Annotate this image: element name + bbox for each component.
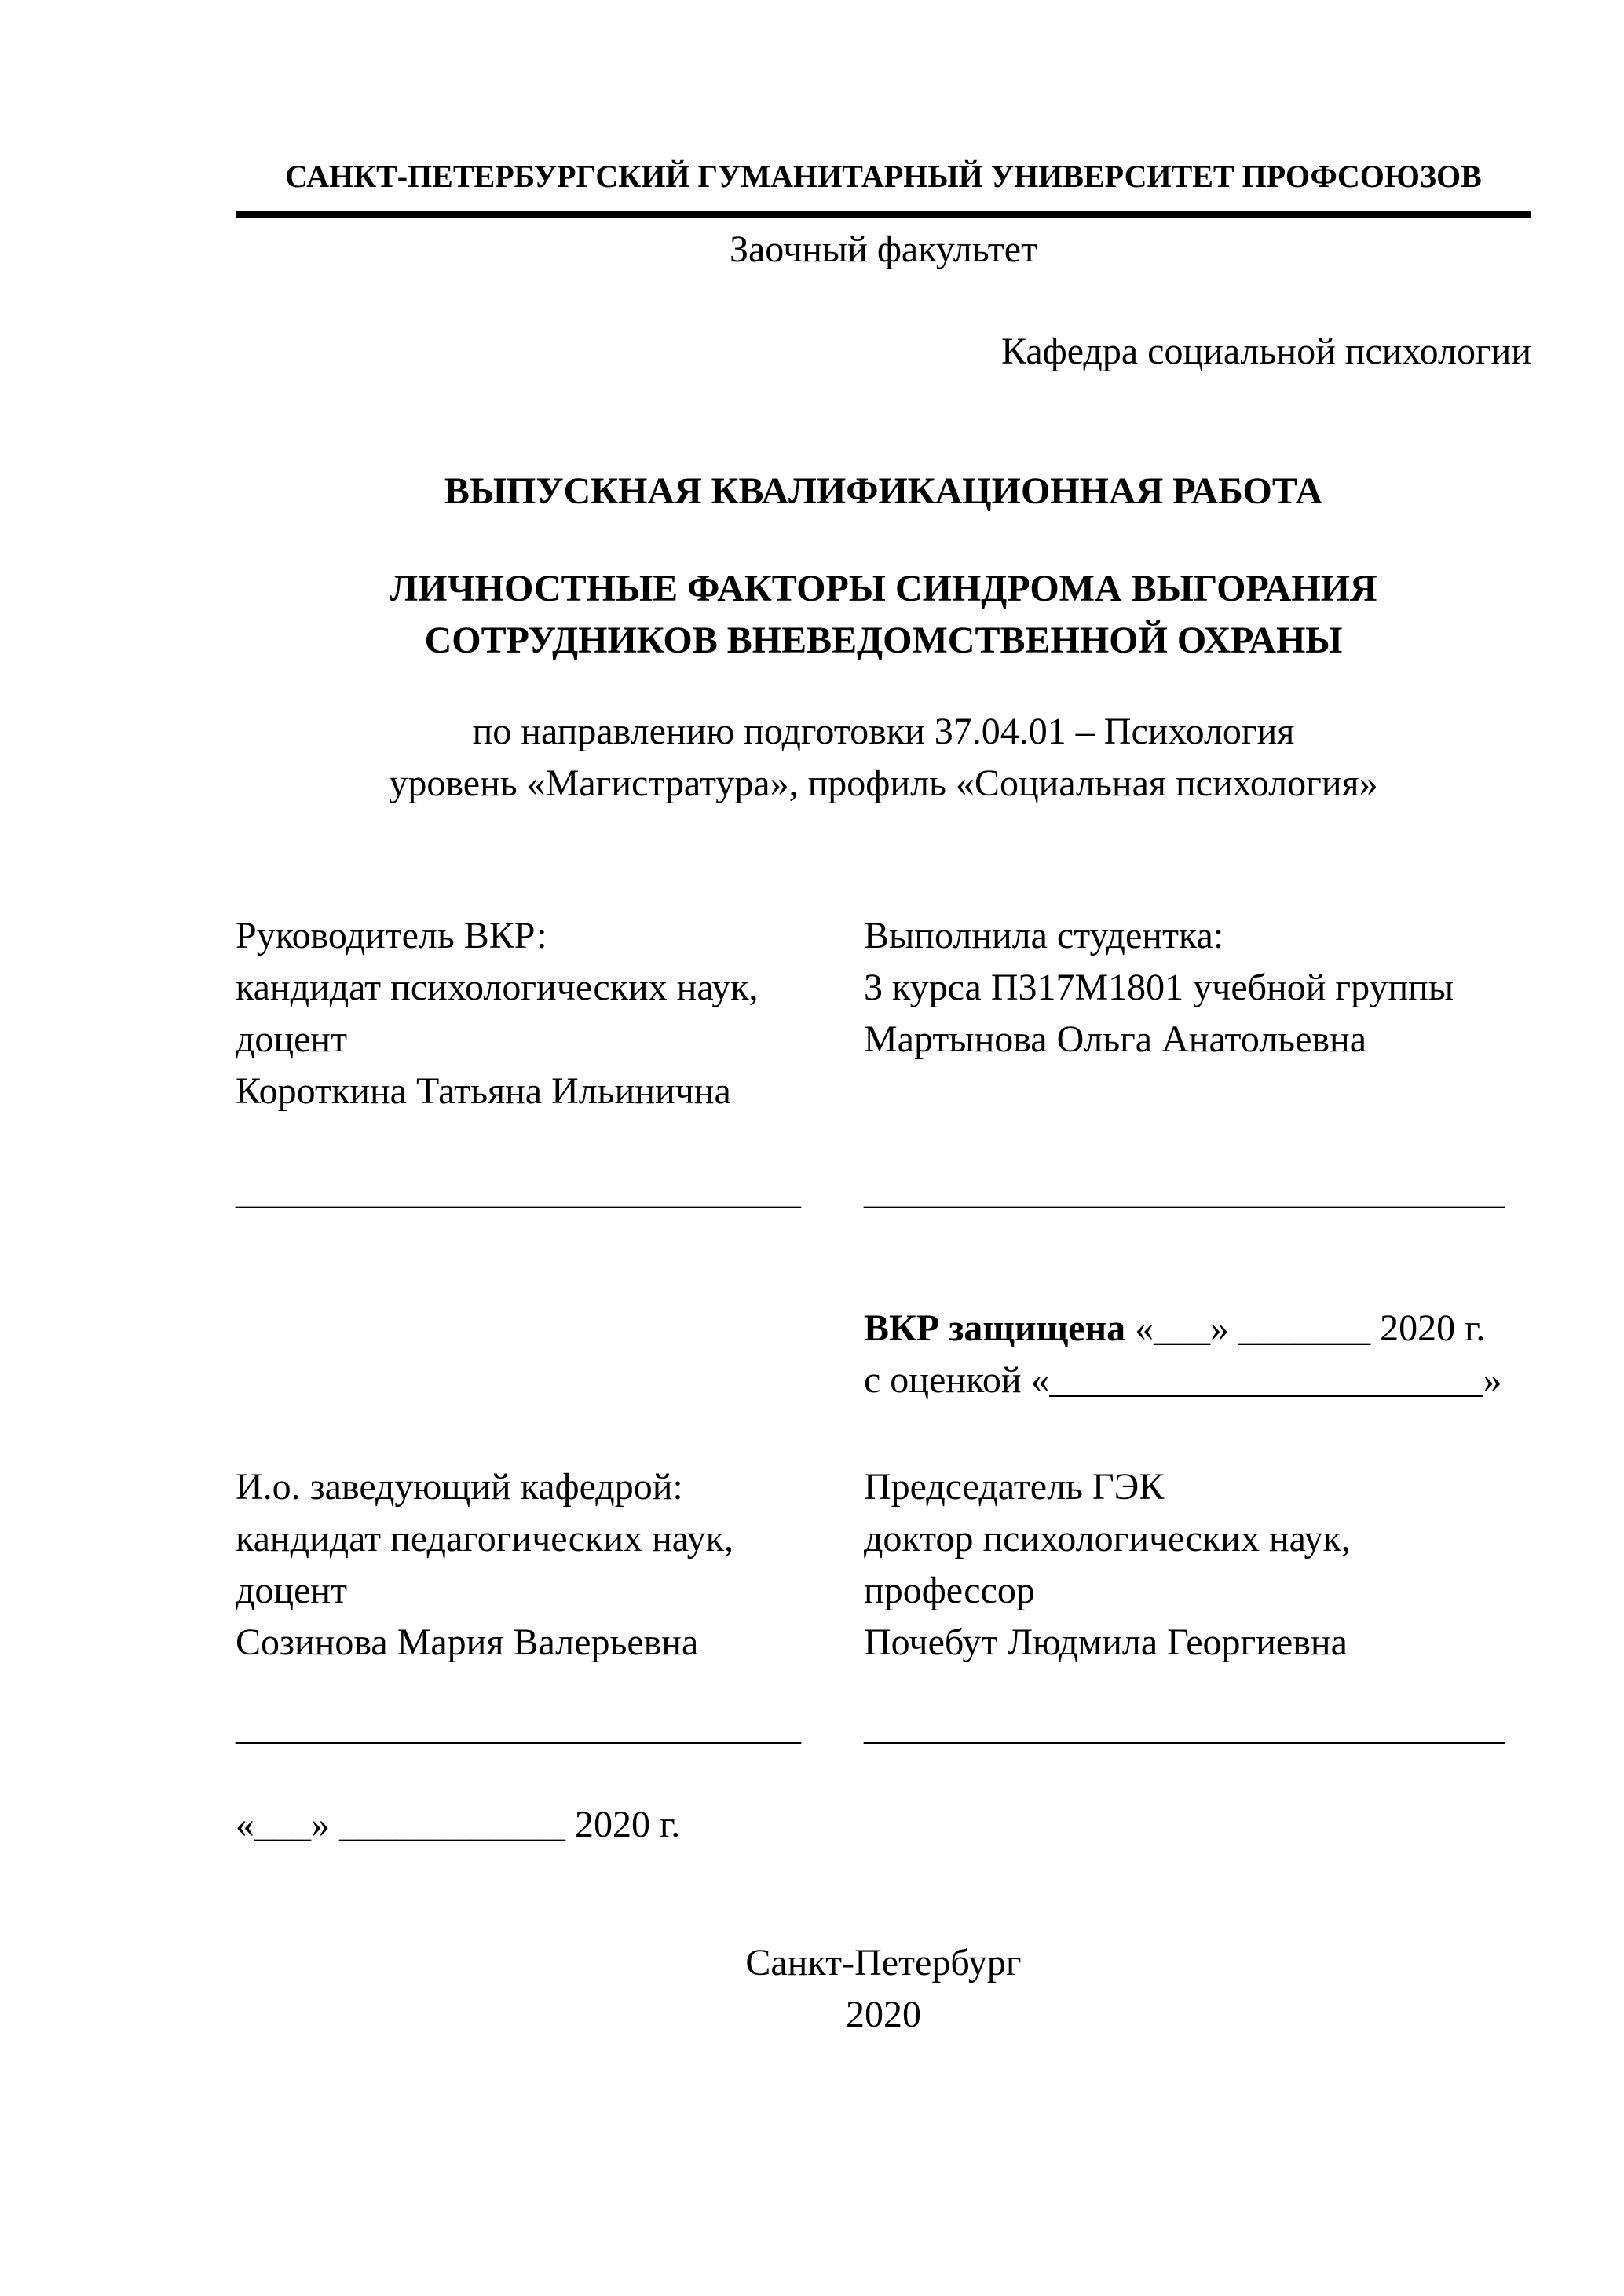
defense-date-blank: «___» _______ 2020 г. [1125, 1307, 1486, 1349]
university-name: САНКТ-ПЕТЕРБУРГСКИЙ ГУМАНИТАРНЫЙ УНИВЕРСИТЕТ ПРОФСОЮЗОВ [236, 153, 1531, 218]
gec-chair-name: Почебут Людмила Георгиевна [864, 1621, 1348, 1663]
defense-date-line [864, 1303, 1531, 1355]
supervisor-position: доцент [236, 1018, 348, 1060]
thesis-title-line1: ЛИЧНОСТНЫЕ ФАКТОРЫ СИНДРОМА ВЫГОРАНИЯ [390, 568, 1377, 609]
gec-chair-column [864, 1461, 1531, 1669]
date-blank-line: «___» ____________ 2020 г. [236, 1804, 681, 1845]
dept-head-role-label: И.о. заведующий кафедрой: [236, 1466, 683, 1508]
program-level: уровень «Магистратура», профиль «Социальная психология» [389, 762, 1378, 804]
student-role-label: Выполнила студентка: [864, 915, 1224, 956]
supervisor-role-label: Руководитель ВКР: [236, 915, 547, 956]
student-signature-line: __________________________________ [864, 1171, 1505, 1212]
year: 2020 [846, 1994, 921, 2035]
gec-chair-position: профессор [864, 1570, 1035, 1611]
officials-block [236, 1461, 1531, 1669]
dept-head-position: доцент [236, 1570, 348, 1611]
supervisor-signature-line: ______________________________ [236, 1171, 801, 1212]
faculty-name: Заочный факультет [729, 229, 1038, 270]
department-name: Кафедра социальной психологии [1000, 331, 1531, 372]
defense-info [864, 1303, 1531, 1406]
gec-chair-signature-line: __________________________________ [864, 1706, 1505, 1748]
supervisor-degree: кандидат психологических наук, [236, 967, 759, 1008]
gec-chair-role-label: Председатель ГЭК [864, 1466, 1165, 1508]
program-direction: по направлению подготовки 37.04.01 – Психология [472, 711, 1295, 752]
program-info [236, 706, 1531, 810]
student-group: 3 курса П317М1801 учебной группы [864, 967, 1454, 1008]
signature-row-1 [236, 1166, 1531, 1218]
gec-chair-degree: доктор психологических наук, [864, 1518, 1351, 1559]
footer [236, 1937, 1531, 2041]
dept-head-degree: кандидат педагогических наук, [236, 1518, 733, 1559]
dept-head-column [236, 1461, 864, 1669]
defense-block [236, 1303, 1531, 1406]
student-name: Мартынова Ольга Анатольевна [864, 1018, 1367, 1060]
defense-spacer [236, 1303, 864, 1406]
dept-head-signature-line: ______________________________ [236, 1706, 801, 1748]
thesis-title-line2: СОТРУДНИКОВ ВНЕВЕДОМСТВЕННОЙ ОХРАНЫ [424, 620, 1343, 661]
thesis-title [236, 563, 1531, 667]
student-column [864, 910, 1531, 1117]
defense-grade-line: с оценкой «_______________________» [864, 1359, 1502, 1401]
supervisor-name: Короткина Татьяна Ильинична [236, 1070, 731, 1112]
dept-head-name: Созинова Мария Валерьевна [236, 1621, 699, 1663]
work-type-heading: ВЫПУСКНАЯ КВАЛИФИКАЦИОННАЯ РАБОТА [444, 470, 1323, 512]
city-name: Санкт-Петербург [745, 1942, 1022, 1983]
supervisor-student-block [236, 910, 1531, 1117]
supervisor-column [236, 910, 864, 1117]
defense-defended-label: ВКР защищена [864, 1307, 1126, 1349]
signature-row-2 [236, 1702, 1531, 1753]
